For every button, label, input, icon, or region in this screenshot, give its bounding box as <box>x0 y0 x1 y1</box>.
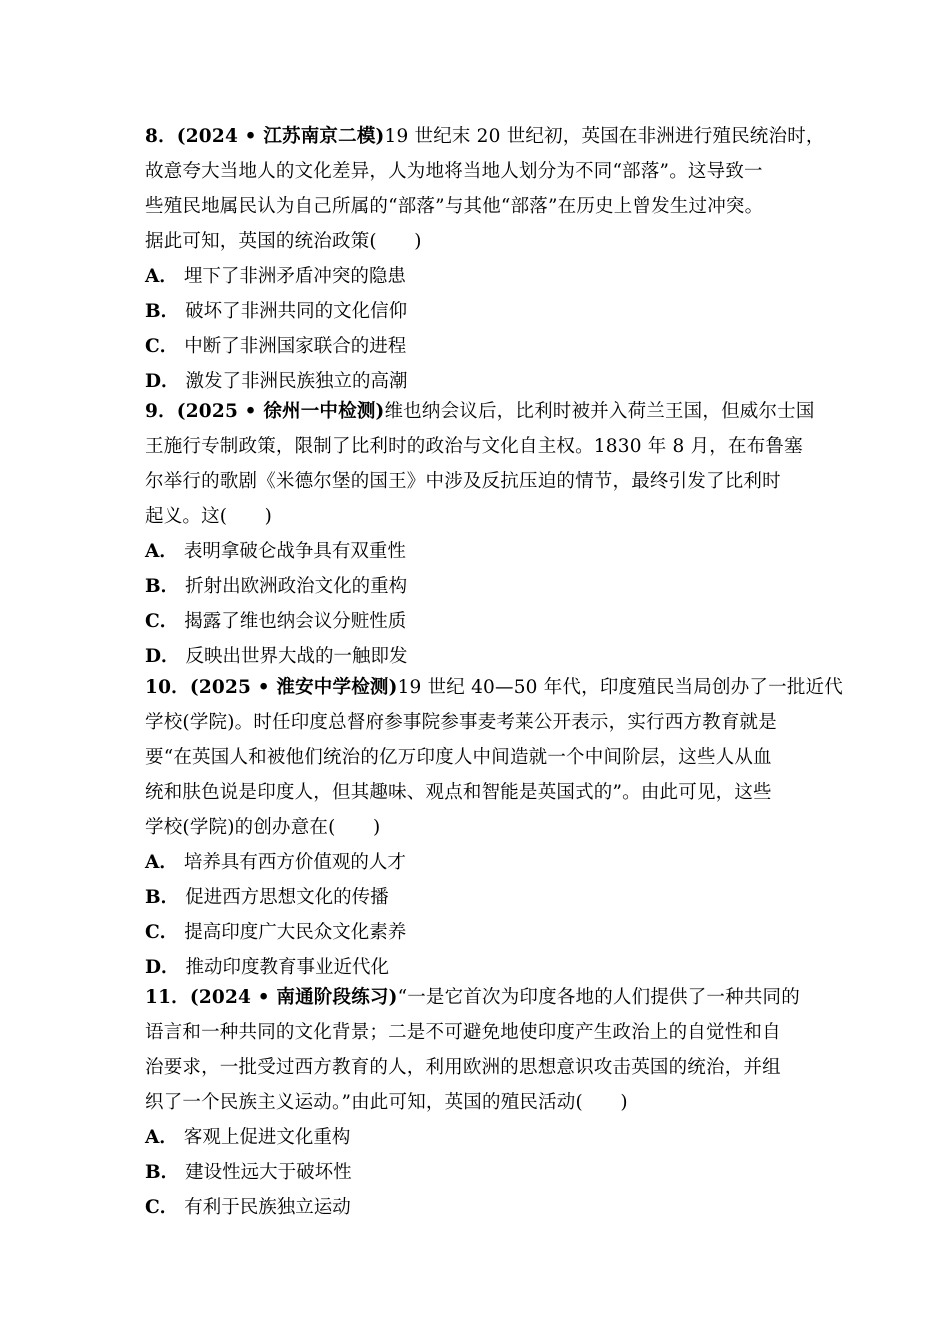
option-text: 表明拿破仑战争具有双重性 <box>183 541 406 562</box>
question-stem-line <box>145 670 843 705</box>
question-8 <box>145 119 825 399</box>
question-stem-line <box>145 119 825 154</box>
option-label: D． <box>145 957 180 978</box>
question-11 <box>145 980 810 1225</box>
option-b <box>145 569 810 604</box>
question-stem-line: 要“在英国人和被他们统治的亿万印度人中间造就一个中间阶层，这些人从血 <box>145 747 772 768</box>
option-label: C． <box>145 336 179 357</box>
option-text: 中断了非洲国家联合的进程 <box>184 336 407 357</box>
stem-text: 19 世纪 40—50 年代，印度殖民当局创办了一批近代 <box>397 677 843 698</box>
option-label: D． <box>145 371 180 392</box>
option-a <box>145 259 810 294</box>
option-b <box>145 294 810 329</box>
option-text: 反映出世界大战的一触即发 <box>185 646 408 667</box>
question-stem-line <box>145 394 815 429</box>
question-stem-line: 起义。这( ) <box>145 506 273 527</box>
option-label: B． <box>145 887 180 908</box>
option-a <box>145 1120 810 1155</box>
option-text: 破坏了非洲共同的文化信仰 <box>185 301 408 322</box>
option-label: C． <box>145 922 179 943</box>
option-text: 建设性远大于破坏性 <box>185 1162 352 1183</box>
question-source: (2024 • 江苏南京二模) <box>176 126 385 147</box>
option-c <box>145 604 810 639</box>
option-c <box>145 329 810 364</box>
question-source: (2024 • 南通阶段练习) <box>189 987 398 1008</box>
option-label: B． <box>145 576 180 597</box>
question-stem-line: 治要求，一批受过西方教育的人，利用欧洲的思想意识攻击英国的统治，并组 <box>145 1057 781 1078</box>
question-stem-line: 王施行专制政策，限制了比利时的政治与文化自主权。1830 年 8 月，在布鲁塞 <box>145 436 803 457</box>
question-number: 8． <box>145 126 177 147</box>
option-text: 折射出欧洲政治文化的重构 <box>185 576 408 597</box>
question-stem-line: 学校(学院)的创办意在( ) <box>145 817 381 838</box>
option-label: A． <box>145 541 178 562</box>
question-10 <box>145 670 843 985</box>
option-label: A． <box>145 1127 178 1148</box>
question-number: 10． <box>145 677 190 698</box>
option-label: C． <box>145 1197 179 1218</box>
question-source: (2025 • 淮安中学检测) <box>189 677 398 698</box>
question-stem-line: 些殖民地属民认为自己所属的“部落”与其他“部落”在历史上曾发生过冲突。 <box>145 196 764 217</box>
question-stem-line: 语言和一种共同的文化背景；二是不可避免地使印度产生政治上的自觉性和自 <box>145 1022 781 1043</box>
option-c <box>145 915 810 950</box>
option-text: 有利于民族独立运动 <box>184 1197 351 1218</box>
question-stem-line: 学校(学院)。时任印度总督府参事院参事麦考莱公开表示，实行西方教育就是 <box>145 712 777 733</box>
option-text: 提高印度广大民众文化素养 <box>184 922 407 943</box>
option-label: D． <box>145 646 180 667</box>
question-stem-line: 故意夸大当地人的文化差异，人为地将当地人划分为不同“部落”。这导致一 <box>145 161 763 182</box>
option-a <box>145 534 810 569</box>
option-text: 推动印度教育事业近代化 <box>185 957 390 978</box>
question-9 <box>145 394 815 674</box>
option-text: 促进西方思想文化的传播 <box>185 887 389 908</box>
option-label: B． <box>145 1162 180 1183</box>
stem-text: 19 世纪末 20 世纪初，英国在非洲进行殖民统治时， <box>384 126 825 147</box>
option-b <box>145 880 810 915</box>
stem-text: “一是它首次为印度各地的人们提供了一种共同的 <box>397 987 800 1008</box>
option-a <box>145 845 810 880</box>
question-source: (2025 • 徐州一中检测) <box>176 401 385 422</box>
question-stem-line: 织了一个民族主义运动。”由此可知，英国的殖民活动( ) <box>145 1092 628 1113</box>
question-stem-line <box>145 980 810 1015</box>
stem-text: 维也纳会议后，比利时被并入荷兰王国，但威尔士国 <box>384 401 815 422</box>
option-d <box>145 639 810 674</box>
option-label: B． <box>145 301 180 322</box>
option-c <box>145 1190 810 1225</box>
question-stem-line: 统和肤色说是印度人，但其趣味、观点和智能是英国式的”。由此可见，这些 <box>145 782 772 803</box>
question-number: 11． <box>145 987 190 1008</box>
question-number: 9． <box>145 401 177 422</box>
option-b <box>145 1155 810 1190</box>
question-stem-line: 据此可知，英国的统治政策( ) <box>145 231 422 252</box>
option-text: 埋下了非洲矛盾冲突的隐患 <box>183 266 406 287</box>
option-label: A． <box>145 852 178 873</box>
question-stem-line: 尔举行的歌剧《米德尔堡的国王》中涉及反抗压迫的情节，最终引发了比利时 <box>145 471 781 492</box>
option-text: 激发了非洲民族独立的高潮 <box>185 371 408 392</box>
option-text: 客观上促进文化重构 <box>183 1127 351 1148</box>
option-label: C． <box>145 611 179 632</box>
option-text: 培养具有西方价值观的人才 <box>183 852 406 873</box>
option-label: A． <box>145 266 178 287</box>
option-text: 揭露了维也纳会议分赃性质 <box>184 611 407 632</box>
